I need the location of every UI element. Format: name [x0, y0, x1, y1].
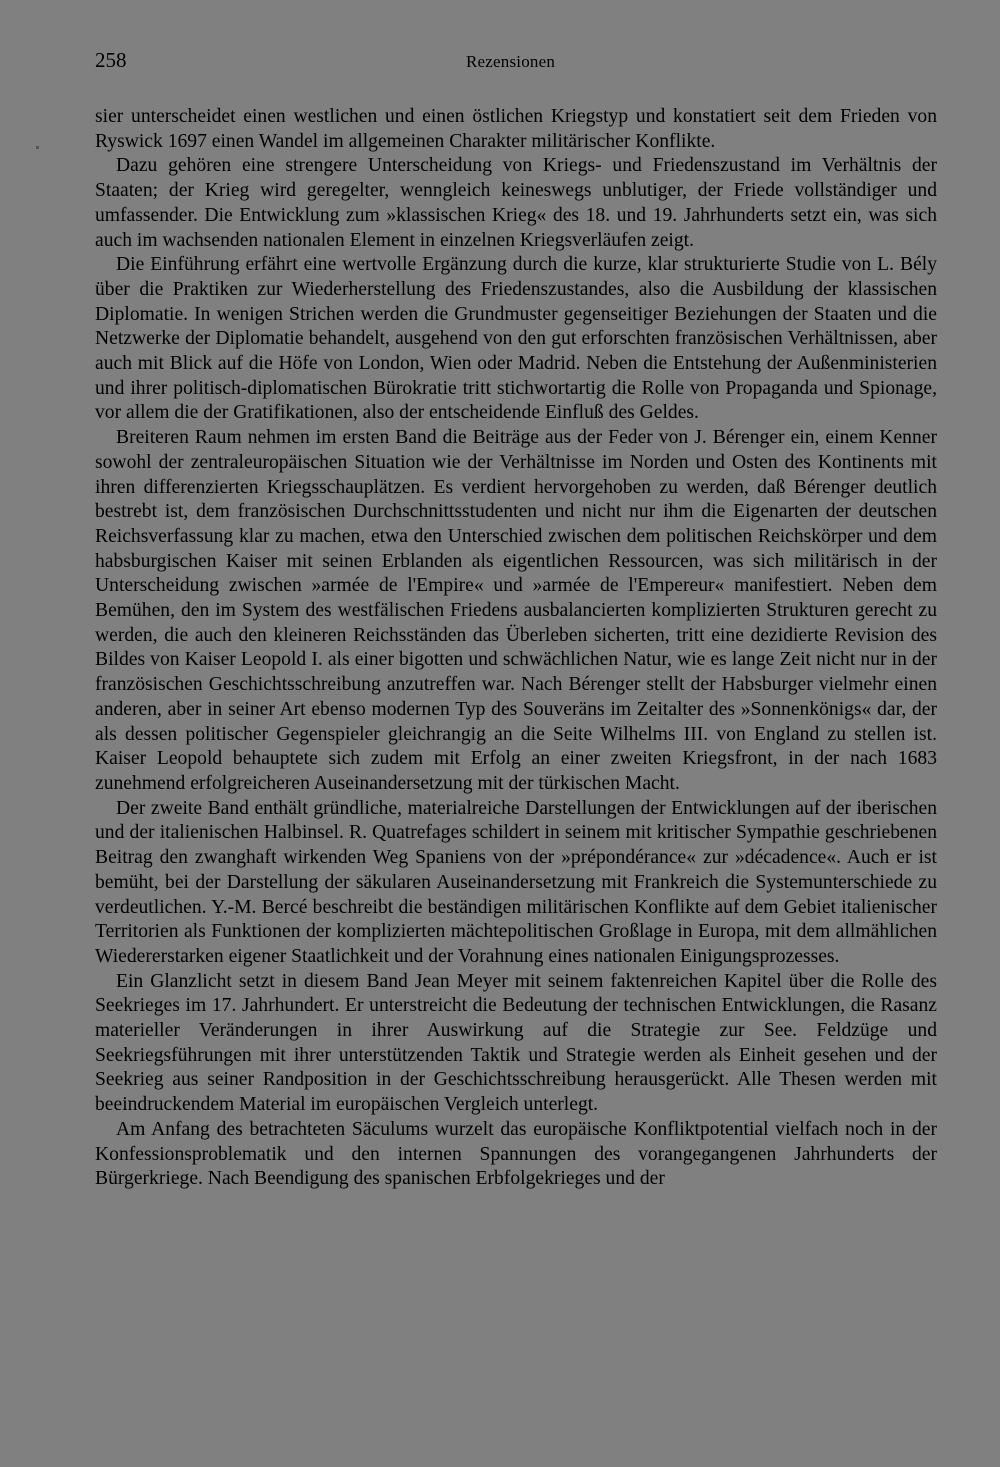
- body-text: [95, 105, 937, 1192]
- paragraph: Dazu gehören eine strengere Unterscheidung von Kriegs- und Friedenszustand im Verhältnis der Staaten; der Krieg wird geregelter, wenngleich keineswegs unblutiger, der Friede vollständiger und umfassender. Die Entwicklung zum »klassischen Krieg« des 18. und 19. Jahrhunderts setzt ein, was sich auch im wachsenden nationalen Element in einzelnen Kriegsverläufen zeigt.: [95, 155, 937, 251]
- paragraph: Breiteren Raum nehmen im ersten Band die Beiträge aus der Feder von J. Bérenger ein, einem Kenner sowohl der zentraleuropäischen Situation wie der Verhältnisse im Norden und Osten des Kontinents mit ihren differenzierten Kriegsschauplätzen. Es verdient hervorgehoben zu werden, daß Bérenger deutlich bestrebt ist, dem französischen Durchschnittsstudenten und nicht nur ihm die Eigenarten der deutschen Reichsverfassung klar zu machen, etwa den Unterschied zwischen dem politischen Reichskörper und dem habsburgischen Kaiser mit seinen Erblanden als eigentlichen Ressourcen, was sich militärisch in der Unterscheidung zwischen »armée de l'Empire« und »armée de l'Empereur« manifestiert. Neben dem Bemühen, den im System des westfälischen Friedens ausbalancierten komplizierten Strukturen gerecht zu werden, die auch den kleineren Reichsständen das Überleben sicherten, tritt eine dezidierte Revision des Bildes von Kaiser Leopold I. als einer bigotten und schwächlichen Natur, wie es lange Zeit nicht nur in der französischen Geschichtsschreibung anzutreffen war. Nach Bérenger stellt der Habsburger vielmehr einen anderen, aber in seiner Art ebenso modernen Typ des Souveräns im Zeitalter des »Sonnenkönigs« dar, der als dessen politischer Gegenspieler gleichrangig an die Seite Wilhelms III. von England zu stellen ist. Kaiser Leopold behauptete sich zudem mit Erfolg an einer zweiten Kriegsfront, in der nach 1683 zunehmend erfolgreicheren Auseinandersetzung mit der türkischen Macht.: [95, 427, 937, 794]
- paragraph: Der zweite Band enthält gründliche, materialreiche Darstellungen der Entwicklungen auf der iberischen und der italienischen Halbinsel. R. Quatrefages schildert in seinem mit kritischer Sympathie geschriebenen Beitrag den zwanghaft wirkenden Weg Spaniens von der »prépondérance« zur »décadence«. Auch er ist bemüht, bei der Darstellung der säkularen Auseinandersetzung mit Frankreich die Systemunterschiede zu verdeutlichen. Y.-M. Bercé beschreibt die beständigen militärischen Konflikte auf dem Gebiet italienischer Territorien als Funktionen der komplizierten mächtepolitischen Großlage in Europa, mit dem allmählichen Wiedererstarken eigener Staatlichkeit und der Vorahnung eines nationalen Einigungsprozesses.: [95, 797, 937, 967]
- paragraph: Ein Glanzlicht setzt in diesem Band Jean Meyer mit seinem faktenreichen Kapitel über die Rolle des Seekrieges im 17. Jahrhundert. Er unterstreicht die Bedeutung der technischen Entwicklungen, die Rasanz materieller Veränderungen in ihrer Auswirkung auf die Strategie zur See. Feldzüge und Seekriegsführungen mit ihrer unterstützenden Taktik und Strategie werden als Einheit gesehen und der Seekrieg aus seiner Randposition in der Geschichtsschreibung herausgerückt. Alle Thesen werden mit beeindruckendem Material im europäischen Vergleich unterlegt.: [95, 970, 937, 1116]
- page-header: [95, 48, 937, 78]
- paragraph: Die Einführung erfährt eine wertvolle Ergänzung durch die kurze, klar strukturierte Studie von L. Bély über die Praktiken zur Wiederherstellung des Friedenszustandes, also die Ausbildung der klassischen Diplomatie. In wenigen Strichen werden die Grundmuster gegenseitiger Beziehungen der Staaten und die Netzwerke der Diplomatie behandelt, ausgehend von den gut erforschten französischen Verhältnissen, aber auch mit Blick auf die Höfe von London, Wien oder Madrid. Neben die Entstehung der Außenministerien und ihrer politisch-diplomatischen Bürokratie tritt stichwortartig die Rolle von Propaganda und Spionage, vor allem die der Gratifikationen, also der entscheidende Einfluß des Geldes.: [95, 254, 937, 424]
- paragraph: sier unterscheidet einen westlichen und einen östlichen Kriegstyp und konstatiert seit dem Frieden von Ryswick 1697 einen Wandel im allgemeinen Charakter militärischer Konflikte.: [95, 106, 937, 152]
- paragraph: Am Anfang des betrachteten Säculums wurzelt das europäische Konfliktpotential vielfach noch in der Konfessionsproblematik und den internen Spannungen des vorangegangenen Jahrhunderts der Bürgerkriege. Nach Beendigung des spanischen Erbfolgekrieges und der: [95, 1118, 937, 1190]
- margin-mark: [36, 146, 39, 149]
- page-number: 258: [95, 48, 127, 72]
- running-head: Rezensionen: [466, 52, 556, 71]
